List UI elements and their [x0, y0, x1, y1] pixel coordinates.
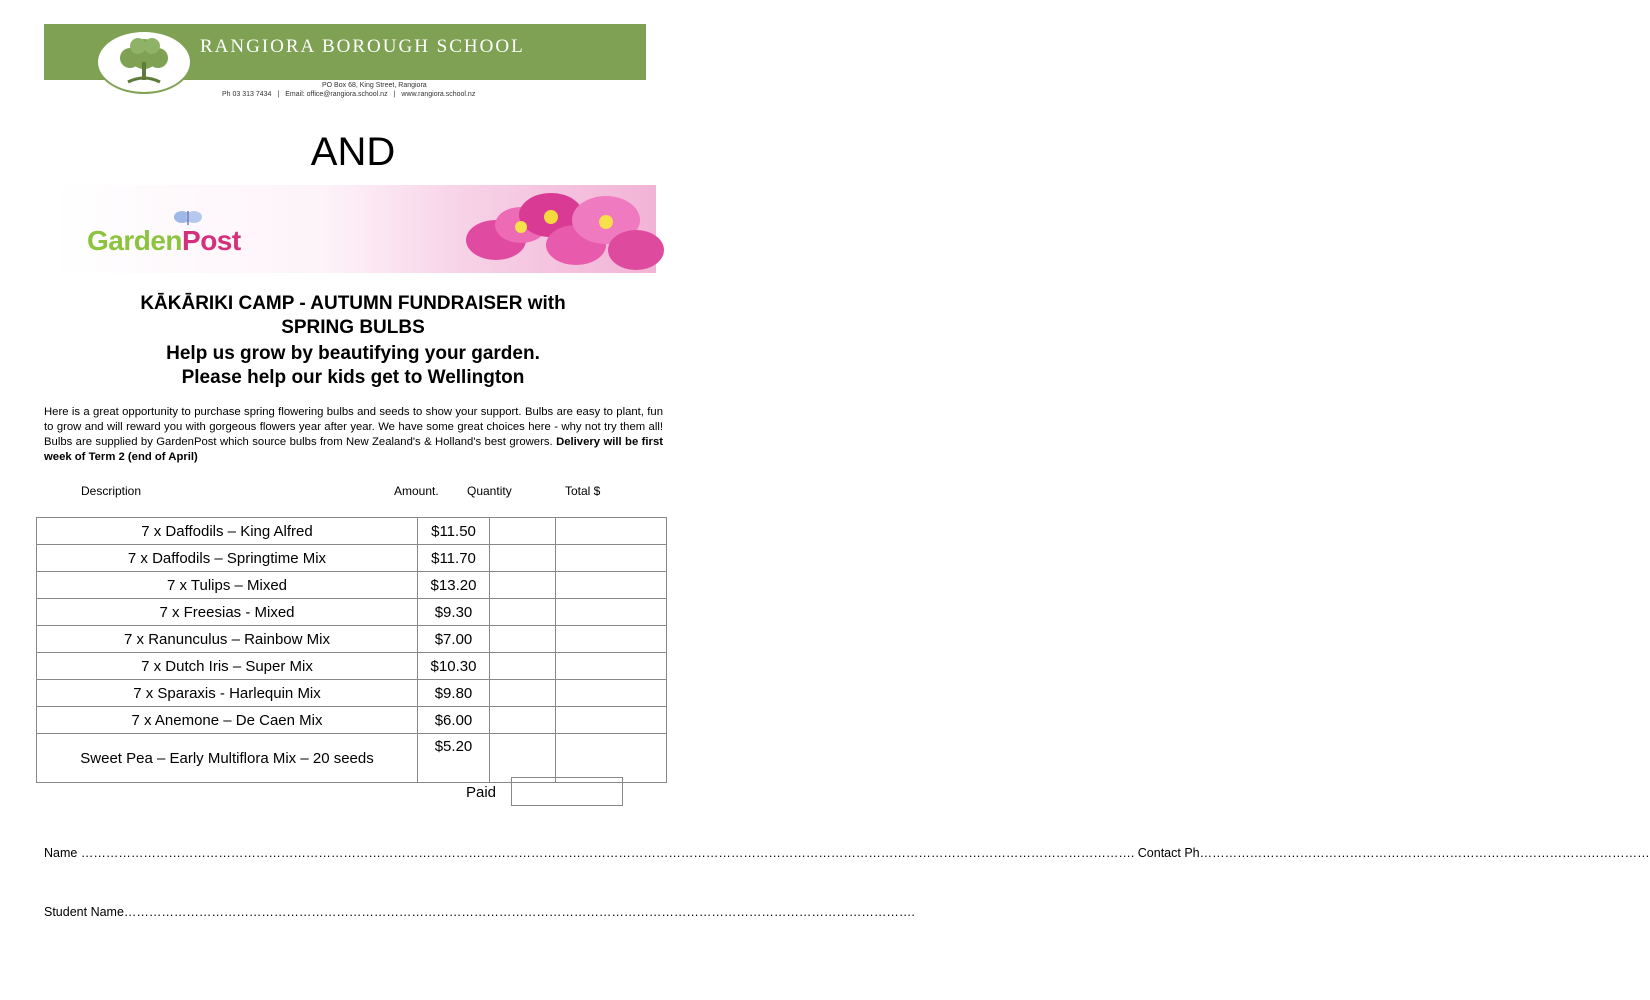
name-contact-line[interactable]: Name ………………………………………………………………………………………………………………………………………………………………………………………………………………………………. Contact Ph……………………………………………………………………………………………… — [44, 846, 1650, 860]
total-cell[interactable] — [556, 572, 667, 599]
heading-spring-bulbs: SPRING BULBS — [281, 317, 425, 338]
gardenpost-logo — [87, 225, 241, 257]
column-header-total: Total $ — [565, 484, 601, 498]
freesia-flowers-image — [426, 185, 656, 273]
item-amount: $6.00 — [418, 707, 490, 734]
total-cell[interactable] — [556, 734, 667, 783]
item-amount: $11.50 — [418, 518, 490, 545]
quantity-cell[interactable] — [490, 653, 556, 680]
paid-label: Paid — [466, 784, 497, 801]
gardenpost-logo-post: Post — [182, 225, 241, 256]
table-row — [37, 680, 667, 707]
school-address: PO Box 68, King Street, Rangiora — [322, 82, 427, 89]
total-cell[interactable] — [556, 599, 667, 626]
gardenpost-logo-garden: Garden — [87, 225, 183, 256]
total-cell[interactable] — [556, 545, 667, 572]
item-description: 7 x Anemone – De Caen Mix — [37, 707, 418, 734]
table-row — [37, 626, 667, 653]
item-description: 7 x Daffodils – King Alfred — [37, 518, 418, 545]
item-description: 7 x Daffodils – Springtime Mix — [37, 545, 418, 572]
paid-amount-box[interactable] — [511, 777, 623, 806]
quantity-cell[interactable] — [490, 707, 556, 734]
table-row — [37, 545, 667, 572]
quantity-cell[interactable] — [490, 545, 556, 572]
school-contact-line — [222, 91, 475, 98]
table-row — [37, 707, 667, 734]
separator: | — [393, 91, 396, 98]
total-cell[interactable] — [556, 626, 667, 653]
and-text: AND — [310, 130, 396, 174]
tree-icon — [98, 32, 190, 92]
school-phone: Ph 03 313 7434 — [222, 91, 272, 98]
quantity-cell[interactable] — [490, 572, 556, 599]
column-header-quantity: Quantity — [467, 484, 512, 498]
item-amount: $7.00 — [418, 626, 490, 653]
table-row — [37, 734, 667, 783]
item-amount: $9.30 — [418, 599, 490, 626]
school-name: RANGIORA BOROUGH SCHOOL — [200, 36, 525, 57]
order-table — [36, 517, 667, 783]
delivery-note: Delivery will be first week of Term 2 (end of April) — [44, 436, 664, 463]
item-description: 7 x Tulips – Mixed — [37, 572, 418, 599]
column-header-amount: Amount. — [394, 484, 439, 498]
heading-help-us-grow: Help us grow by beautifying your garden. — [166, 343, 540, 364]
intro-text: Here is a great opportunity to purchase spring flowering bulbs and seeds to show your support. Bulbs are easy to plant, fun to grow and will reward you with gorgeous flowers year after year. We have some great choices here - why not try them all! Bulbs are supplied by GardenPost which source bulbs from New Zealand's & Holland's best growers. — [44, 406, 663, 448]
gardenpost-banner — [53, 185, 656, 273]
heading-camp-fundraiser: KĀKĀRIKI CAMP - AUTUMN FUNDRAISER with — [140, 293, 566, 314]
item-amount: $5.20 — [418, 734, 490, 783]
table-row — [37, 518, 667, 545]
item-description: 7 x Sparaxis - Harlequin Mix — [37, 680, 418, 707]
item-amount: $11.70 — [418, 545, 490, 572]
total-cell[interactable] — [556, 680, 667, 707]
item-description: Sweet Pea – Early Multiflora Mix – 20 seeds — [37, 734, 418, 783]
table-row — [37, 572, 667, 599]
intro-paragraph — [44, 405, 663, 465]
quantity-cell[interactable] — [490, 680, 556, 707]
school-logo — [96, 30, 192, 94]
item-amount: $10.30 — [418, 653, 490, 680]
item-description: 7 x Dutch Iris – Super Mix — [37, 653, 418, 680]
item-amount: $13.20 — [418, 572, 490, 599]
heading-wellington: Please help our kids get to Wellington — [181, 367, 525, 388]
school-website: www.rangiora.school.nz — [401, 91, 476, 98]
total-cell[interactable] — [556, 707, 667, 734]
quantity-cell[interactable] — [490, 518, 556, 545]
separator: | — [277, 91, 280, 98]
total-cell[interactable] — [556, 518, 667, 545]
table-row — [37, 653, 667, 680]
item-amount: $9.80 — [418, 680, 490, 707]
table-row — [37, 599, 667, 626]
item-description: 7 x Freesias - Mixed — [37, 599, 418, 626]
total-cell[interactable] — [556, 653, 667, 680]
quantity-cell[interactable] — [490, 734, 556, 783]
school-email: Email: office@rangiora.school.nz — [285, 91, 388, 98]
quantity-cell[interactable] — [490, 626, 556, 653]
item-description: 7 x Ranunculus – Rainbow Mix — [37, 626, 418, 653]
quantity-cell[interactable] — [490, 599, 556, 626]
student-name-line[interactable]: Student Name………………………………………………………………………………………………………………………………………………………………………. — [44, 905, 915, 919]
column-header-description: Description — [81, 484, 142, 498]
